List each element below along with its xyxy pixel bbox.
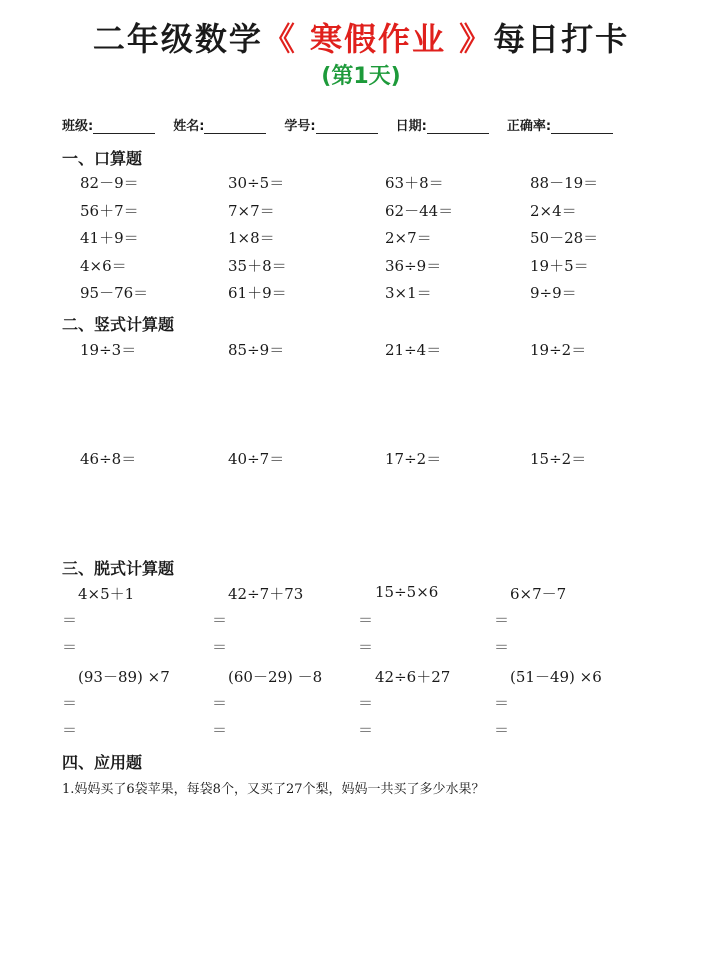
section-oral-heading: 一、口算题 (62, 149, 143, 168)
oral-problem: 62－44＝ (385, 201, 454, 220)
accuracy-blank[interactable] (551, 119, 613, 134)
oral-problem: 88－19＝ (530, 174, 599, 192)
stepwise-equals-line[interactable]: ＝ (212, 721, 228, 739)
stepwise-equals-line[interactable]: ＝ (212, 611, 228, 629)
vertical-problem: 17÷2＝ (385, 450, 442, 468)
info-label: 正确率: (506, 119, 552, 134)
oral-problem: 19＋5＝ (530, 256, 589, 275)
name-blank[interactable] (204, 119, 266, 134)
student-id-blank[interactable] (316, 119, 378, 134)
vertical-problem: 19÷2＝ (530, 341, 587, 359)
stepwise-equals-line[interactable]: ＝ (494, 694, 510, 712)
vertical-problem: 19÷3＝ (80, 341, 137, 359)
date-blank[interactable] (427, 119, 489, 134)
oral-problem: 9÷9＝ (530, 284, 577, 302)
oral-problem: 50－28＝ (530, 229, 599, 247)
section-vertical-heading: 二、竖式计算题 (62, 315, 175, 334)
info-label: 日期: (395, 119, 427, 134)
info-label: 学号: (284, 119, 316, 134)
stepwise-equals-line[interactable]: ＝ (62, 611, 78, 629)
title-suffix: 每日打卡 (493, 20, 630, 58)
stepwise-problem: 42÷6＋27 (375, 668, 451, 686)
vertical-problem: 15÷2＝ (530, 450, 587, 468)
page-subtitle: (第1天) (321, 64, 401, 89)
word-problem-1: 1.妈妈买了6袋苹果，每袋8个，又买了27个梨，妈妈一共买了多少水果？ (62, 782, 485, 797)
stepwise-equals-line[interactable]: ＝ (62, 694, 78, 712)
stepwise-equals-line[interactable]: ＝ (494, 721, 510, 739)
stepwise-equals-line[interactable]: ＝ (212, 694, 228, 712)
stepwise-problem: 6×7－7 (510, 585, 567, 603)
stepwise-equals-line[interactable]: ＝ (358, 638, 374, 656)
stepwise-problem: (60－29) －8 (228, 668, 323, 686)
oral-problem: 2×7＝ (385, 229, 432, 247)
oral-problem: 82－9＝ (80, 174, 139, 192)
stepwise-problem: 15÷5×6 (375, 583, 439, 601)
info-date (396, 110, 489, 134)
vertical-problem: 40÷7＝ (228, 450, 285, 468)
class-blank[interactable] (93, 119, 155, 134)
section-word-heading: 四、应用题 (62, 753, 143, 772)
info-row (62, 110, 662, 134)
stepwise-equals-line[interactable]: ＝ (358, 694, 374, 712)
vertical-problem: 46÷8＝ (80, 450, 137, 468)
info-accuracy (507, 110, 613, 134)
title-prefix: 二年级数学 (92, 20, 263, 58)
stepwise-equals-line[interactable]: ＝ (212, 638, 228, 656)
oral-problem: 1×8＝ (228, 229, 275, 247)
oral-problem: 36÷9＝ (385, 256, 442, 275)
oral-problem: 4×6＝ (80, 256, 127, 275)
stepwise-equals-line[interactable]: ＝ (494, 611, 510, 629)
vertical-problem: 85÷9＝ (228, 341, 285, 359)
stepwise-equals-line[interactable]: ＝ (358, 611, 374, 629)
stepwise-equals-line[interactable]: ＝ (494, 638, 510, 656)
oral-problem: 35＋8＝ (228, 256, 287, 275)
stepwise-problem: 4×5＋1 (78, 585, 135, 603)
vertical-problem: 21÷4＝ (385, 341, 442, 359)
oral-problem: 3×1＝ (385, 284, 432, 302)
info-name (173, 110, 266, 134)
stepwise-equals-line[interactable]: ＝ (62, 721, 78, 739)
info-label: 班级: (62, 119, 94, 134)
oral-problem: 61＋9＝ (228, 284, 287, 302)
section-stepwise-heading: 三、脱式计算题 (62, 559, 175, 578)
stepwise-problem: 42÷7＋73 (228, 585, 304, 603)
info-label: 姓名: (173, 119, 205, 134)
stepwise-problem: (93－89) ×7 (78, 668, 170, 686)
oral-problem: 30÷5＝ (228, 174, 285, 192)
oral-problem: 56＋7＝ (80, 201, 139, 220)
stepwise-equals-line[interactable]: ＝ (358, 721, 374, 739)
oral-problem: 63＋8＝ (385, 174, 444, 192)
oral-problem: 7×7＝ (228, 201, 275, 220)
oral-problem: 41＋9＝ (80, 229, 139, 247)
oral-problem: 95－76＝ (80, 284, 149, 302)
stepwise-equals-line[interactable]: ＝ (62, 638, 78, 656)
oral-problem: 2×4＝ (530, 201, 577, 220)
info-class (62, 110, 155, 134)
stepwise-problem: (51－49) ×6 (510, 668, 602, 686)
title-highlight: 《 寒假作业 》 (262, 20, 494, 58)
page-title (0, 14, 722, 64)
info-student-id (284, 110, 377, 134)
